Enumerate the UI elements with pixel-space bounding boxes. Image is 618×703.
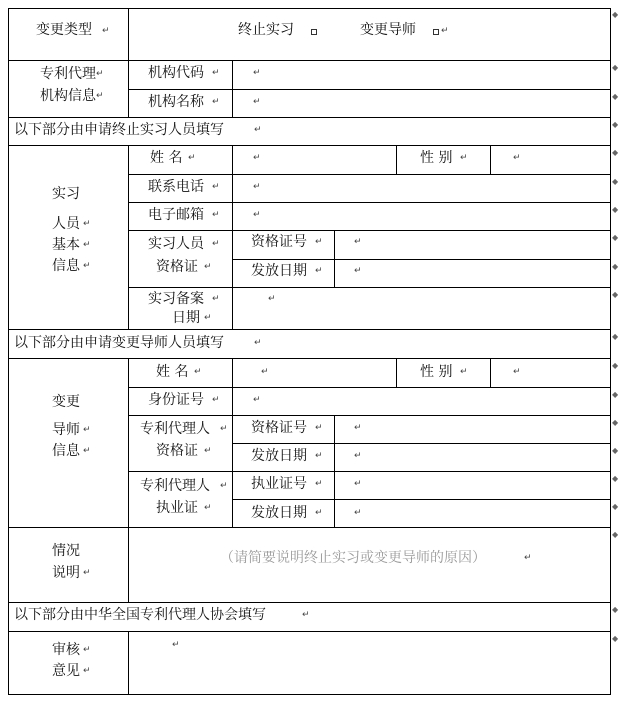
row-end-mark: ◆ <box>612 390 618 399</box>
col-divider <box>490 145 491 174</box>
row-divider <box>8 631 611 632</box>
option-end-internship-label: 终止实习 <box>238 22 294 38</box>
agency-info-label-line1: 专利代理 <box>40 66 96 82</box>
row-end-mark: ◆ <box>612 290 618 299</box>
intern-email-label: 电子邮箱 <box>148 207 204 223</box>
paragraph-mark: ↵ <box>83 425 91 435</box>
table-border-left <box>8 8 9 695</box>
row-end-mark: ◆ <box>612 148 618 157</box>
row-end-mark: ◆ <box>612 418 618 427</box>
mentor-info-label-line1: 变更 <box>52 394 80 410</box>
agency-name-field[interactable]: ↵ <box>253 97 261 107</box>
paragraph-mark: ↵ <box>102 26 110 36</box>
row-divider <box>8 145 611 146</box>
mentor-practice-date-label: 发放日期 <box>251 505 307 521</box>
col-divider <box>334 230 335 287</box>
row-divider <box>128 471 611 472</box>
mentor-practice-no-label: 执业证号 <box>251 476 307 492</box>
row-divider <box>232 443 611 444</box>
row-divider <box>128 287 611 288</box>
mentor-qual-no-label: 资格证号 <box>251 420 307 436</box>
paragraph-mark: ↵ <box>220 481 228 491</box>
col-divider <box>128 527 129 602</box>
intern-cert-no-field[interactable]: ↵ <box>354 237 362 247</box>
intern-filing-label-line2: 日期 <box>172 310 200 326</box>
row-end-mark: ◆ <box>612 63 618 72</box>
paragraph-mark: ↵ <box>212 68 220 78</box>
col-divider <box>490 358 491 387</box>
paragraph-mark: ↵ <box>315 508 323 518</box>
mentor-gender-label: 性 别 <box>420 364 453 380</box>
situation-label-line2: 说明 <box>52 565 80 581</box>
table-border-top <box>8 8 611 9</box>
paragraph-mark: ↵ <box>83 261 91 271</box>
row-end-mark: ◆ <box>612 177 618 186</box>
mentor-id-label: 身份证号 <box>148 392 204 408</box>
agency-info-label-line2: 机构信息 <box>40 88 96 104</box>
col-divider <box>128 145 129 329</box>
paragraph-mark: ↵ <box>254 125 262 135</box>
paragraph-mark: ↵ <box>460 153 468 163</box>
row-divider <box>128 174 611 175</box>
paragraph-mark: ↵ <box>315 237 323 247</box>
paragraph-mark: ↵ <box>302 610 310 620</box>
intern-phone-label: 联系电话 <box>148 179 204 195</box>
row-end-mark: ◆ <box>612 634 618 643</box>
section-change-mentor-heading: 以下部分由申请变更导师人员填写 <box>14 335 224 351</box>
row-end-mark: ◆ <box>612 361 618 370</box>
review-label-line2: 意见 <box>52 663 80 679</box>
section-association-heading: 以下部分由中华全国专利代理人协会填写 <box>14 607 266 623</box>
row-end-mark: ◆ <box>612 474 618 483</box>
row-divider <box>128 387 611 388</box>
paragraph-mark: ↵ <box>212 210 220 220</box>
intern-gender-field[interactable]: ↵ <box>513 153 521 163</box>
mentor-qual-date-field[interactable]: ↵ <box>354 451 362 461</box>
paragraph-mark: ↵ <box>212 294 220 304</box>
col-divider <box>334 415 335 527</box>
intern-info-label-line2: 人员 <box>52 216 80 232</box>
paragraph-mark: ↵ <box>315 266 323 276</box>
table-border-bottom <box>8 694 611 695</box>
paragraph-mark: ↵ <box>315 479 323 489</box>
row-divider <box>232 259 611 260</box>
row-divider <box>128 89 611 90</box>
intern-cert-no-label: 资格证号 <box>251 234 307 250</box>
intern-issue-date-field[interactable]: ↵ <box>354 266 362 276</box>
row-divider <box>8 60 611 61</box>
paragraph-mark: ↵ <box>96 69 104 79</box>
mentor-practice-label-line2: 执业证 <box>156 500 198 516</box>
intern-gender-label: 性 别 <box>420 150 453 166</box>
paragraph-mark: ↵ <box>212 239 220 249</box>
change-type-label: 变更类型 <box>36 22 92 38</box>
paragraph-mark: ↵ <box>83 568 91 578</box>
row-divider <box>128 202 611 203</box>
mentor-practice-date-field[interactable]: ↵ <box>354 508 362 518</box>
mentor-name-field[interactable]: ↵ <box>261 367 269 377</box>
mentor-name-label: 姓 名 <box>156 364 189 380</box>
row-end-mark: ◆ <box>612 120 618 129</box>
mentor-info-label-line3: 信息 <box>52 443 80 459</box>
paragraph-mark: ↵ <box>194 367 202 377</box>
agency-code-field[interactable]: ↵ <box>253 68 261 78</box>
row-divider <box>8 329 611 330</box>
review-label-line1: 审核 <box>52 642 80 658</box>
option-change-mentor-label: 变更导师 <box>360 22 416 38</box>
intern-email-field[interactable]: ↵ <box>253 210 261 220</box>
paragraph-mark: ↵ <box>204 313 212 323</box>
section-end-internship-heading: 以下部分由申请终止实习人员填写 <box>14 122 224 138</box>
paragraph-mark: ↵ <box>524 553 532 563</box>
row-end-mark: ◆ <box>612 605 618 614</box>
situation-label-line1: 情况 <box>52 543 80 559</box>
intern-phone-field[interactable]: ↵ <box>253 182 261 192</box>
mentor-practice-no-field[interactable]: ↵ <box>354 479 362 489</box>
col-divider <box>232 145 233 329</box>
mentor-qual-no-field[interactable]: ↵ <box>354 423 362 433</box>
end-internship-checkbox[interactable] <box>311 29 317 35</box>
row-end-mark: ◆ <box>612 530 618 539</box>
paragraph-mark: ↵ <box>96 91 104 101</box>
paragraph-mark: ↵ <box>212 182 220 192</box>
intern-info-label-line3: 基本 <box>52 237 80 253</box>
mentor-qual-label-line2: 资格证 <box>156 443 198 459</box>
situation-hint-text[interactable]: （请简要说明终止实习或变更导师的原因） <box>220 550 486 566</box>
mentor-qual-date-label: 发放日期 <box>251 448 307 464</box>
col-divider <box>232 60 233 117</box>
col-divider <box>128 358 129 527</box>
mentor-id-field[interactable]: ↵ <box>253 395 261 405</box>
paragraph-mark: ↵ <box>254 338 262 348</box>
mentor-gender-field[interactable]: ↵ <box>513 367 521 377</box>
col-divider <box>128 631 129 695</box>
paragraph-mark: ↵ <box>441 26 449 36</box>
row-end-mark: ◆ <box>612 92 618 101</box>
paragraph-mark: ↵ <box>204 503 212 513</box>
review-opinion-field[interactable]: ↵ <box>172 640 180 650</box>
row-end-mark: ◆ <box>612 205 618 214</box>
paragraph-mark: ↵ <box>315 423 323 433</box>
change-application-form <box>8 8 618 695</box>
row-end-mark: ◆ <box>612 446 618 455</box>
paragraph-mark: ↵ <box>83 219 91 229</box>
paragraph-mark: ↵ <box>188 153 196 163</box>
intern-info-label-line4: 信息 <box>52 258 80 274</box>
row-end-mark: ◆ <box>612 10 618 19</box>
intern-info-label-line1: 实习 <box>52 186 80 202</box>
col-divider <box>128 8 129 117</box>
col-divider <box>232 358 233 527</box>
row-end-mark: ◆ <box>612 502 618 511</box>
agency-code-label: 机构代码 <box>148 65 204 81</box>
row-divider <box>8 358 611 359</box>
row-divider <box>232 499 611 500</box>
row-divider <box>128 230 611 231</box>
row-end-mark: ◆ <box>612 233 618 242</box>
row-divider <box>8 527 611 528</box>
paragraph-mark: ↵ <box>460 367 468 377</box>
mentor-practice-label-line1: 专利代理人 <box>140 478 210 494</box>
paragraph-mark: ↵ <box>212 395 220 405</box>
mentor-qual-label-line1: 专利代理人 <box>140 421 210 437</box>
intern-issue-date-label: 发放日期 <box>251 263 307 279</box>
table-border-right <box>610 8 611 695</box>
paragraph-mark: ↵ <box>83 666 91 676</box>
paragraph-mark: ↵ <box>83 446 91 456</box>
intern-cert-label-line1: 实习人员 <box>148 236 204 252</box>
row-divider <box>128 415 611 416</box>
change-mentor-checkbox[interactable] <box>433 29 439 35</box>
intern-name-field[interactable]: ↵ <box>253 153 261 163</box>
paragraph-mark: ↵ <box>83 240 91 250</box>
paragraph-mark: ↵ <box>212 97 220 107</box>
paragraph-mark: ↵ <box>315 451 323 461</box>
intern-filing-label-line1: 实习备案 <box>148 291 204 307</box>
intern-filing-date-field[interactable]: ↵ <box>268 294 276 304</box>
col-divider <box>396 358 397 387</box>
intern-name-label: 姓 名 <box>150 150 183 166</box>
row-end-mark: ◆ <box>612 262 618 271</box>
row-end-mark: ◆ <box>612 332 618 341</box>
col-divider <box>396 145 397 174</box>
mentor-info-label-line2: 导师 <box>52 422 80 438</box>
paragraph-mark: ↵ <box>204 262 212 272</box>
row-divider <box>8 117 611 118</box>
row-divider <box>8 602 611 603</box>
intern-cert-label-line2: 资格证 <box>156 259 198 275</box>
paragraph-mark: ↵ <box>83 645 91 655</box>
paragraph-mark: ↵ <box>204 446 212 456</box>
paragraph-mark: ↵ <box>220 424 228 434</box>
agency-name-label: 机构名称 <box>148 94 204 110</box>
